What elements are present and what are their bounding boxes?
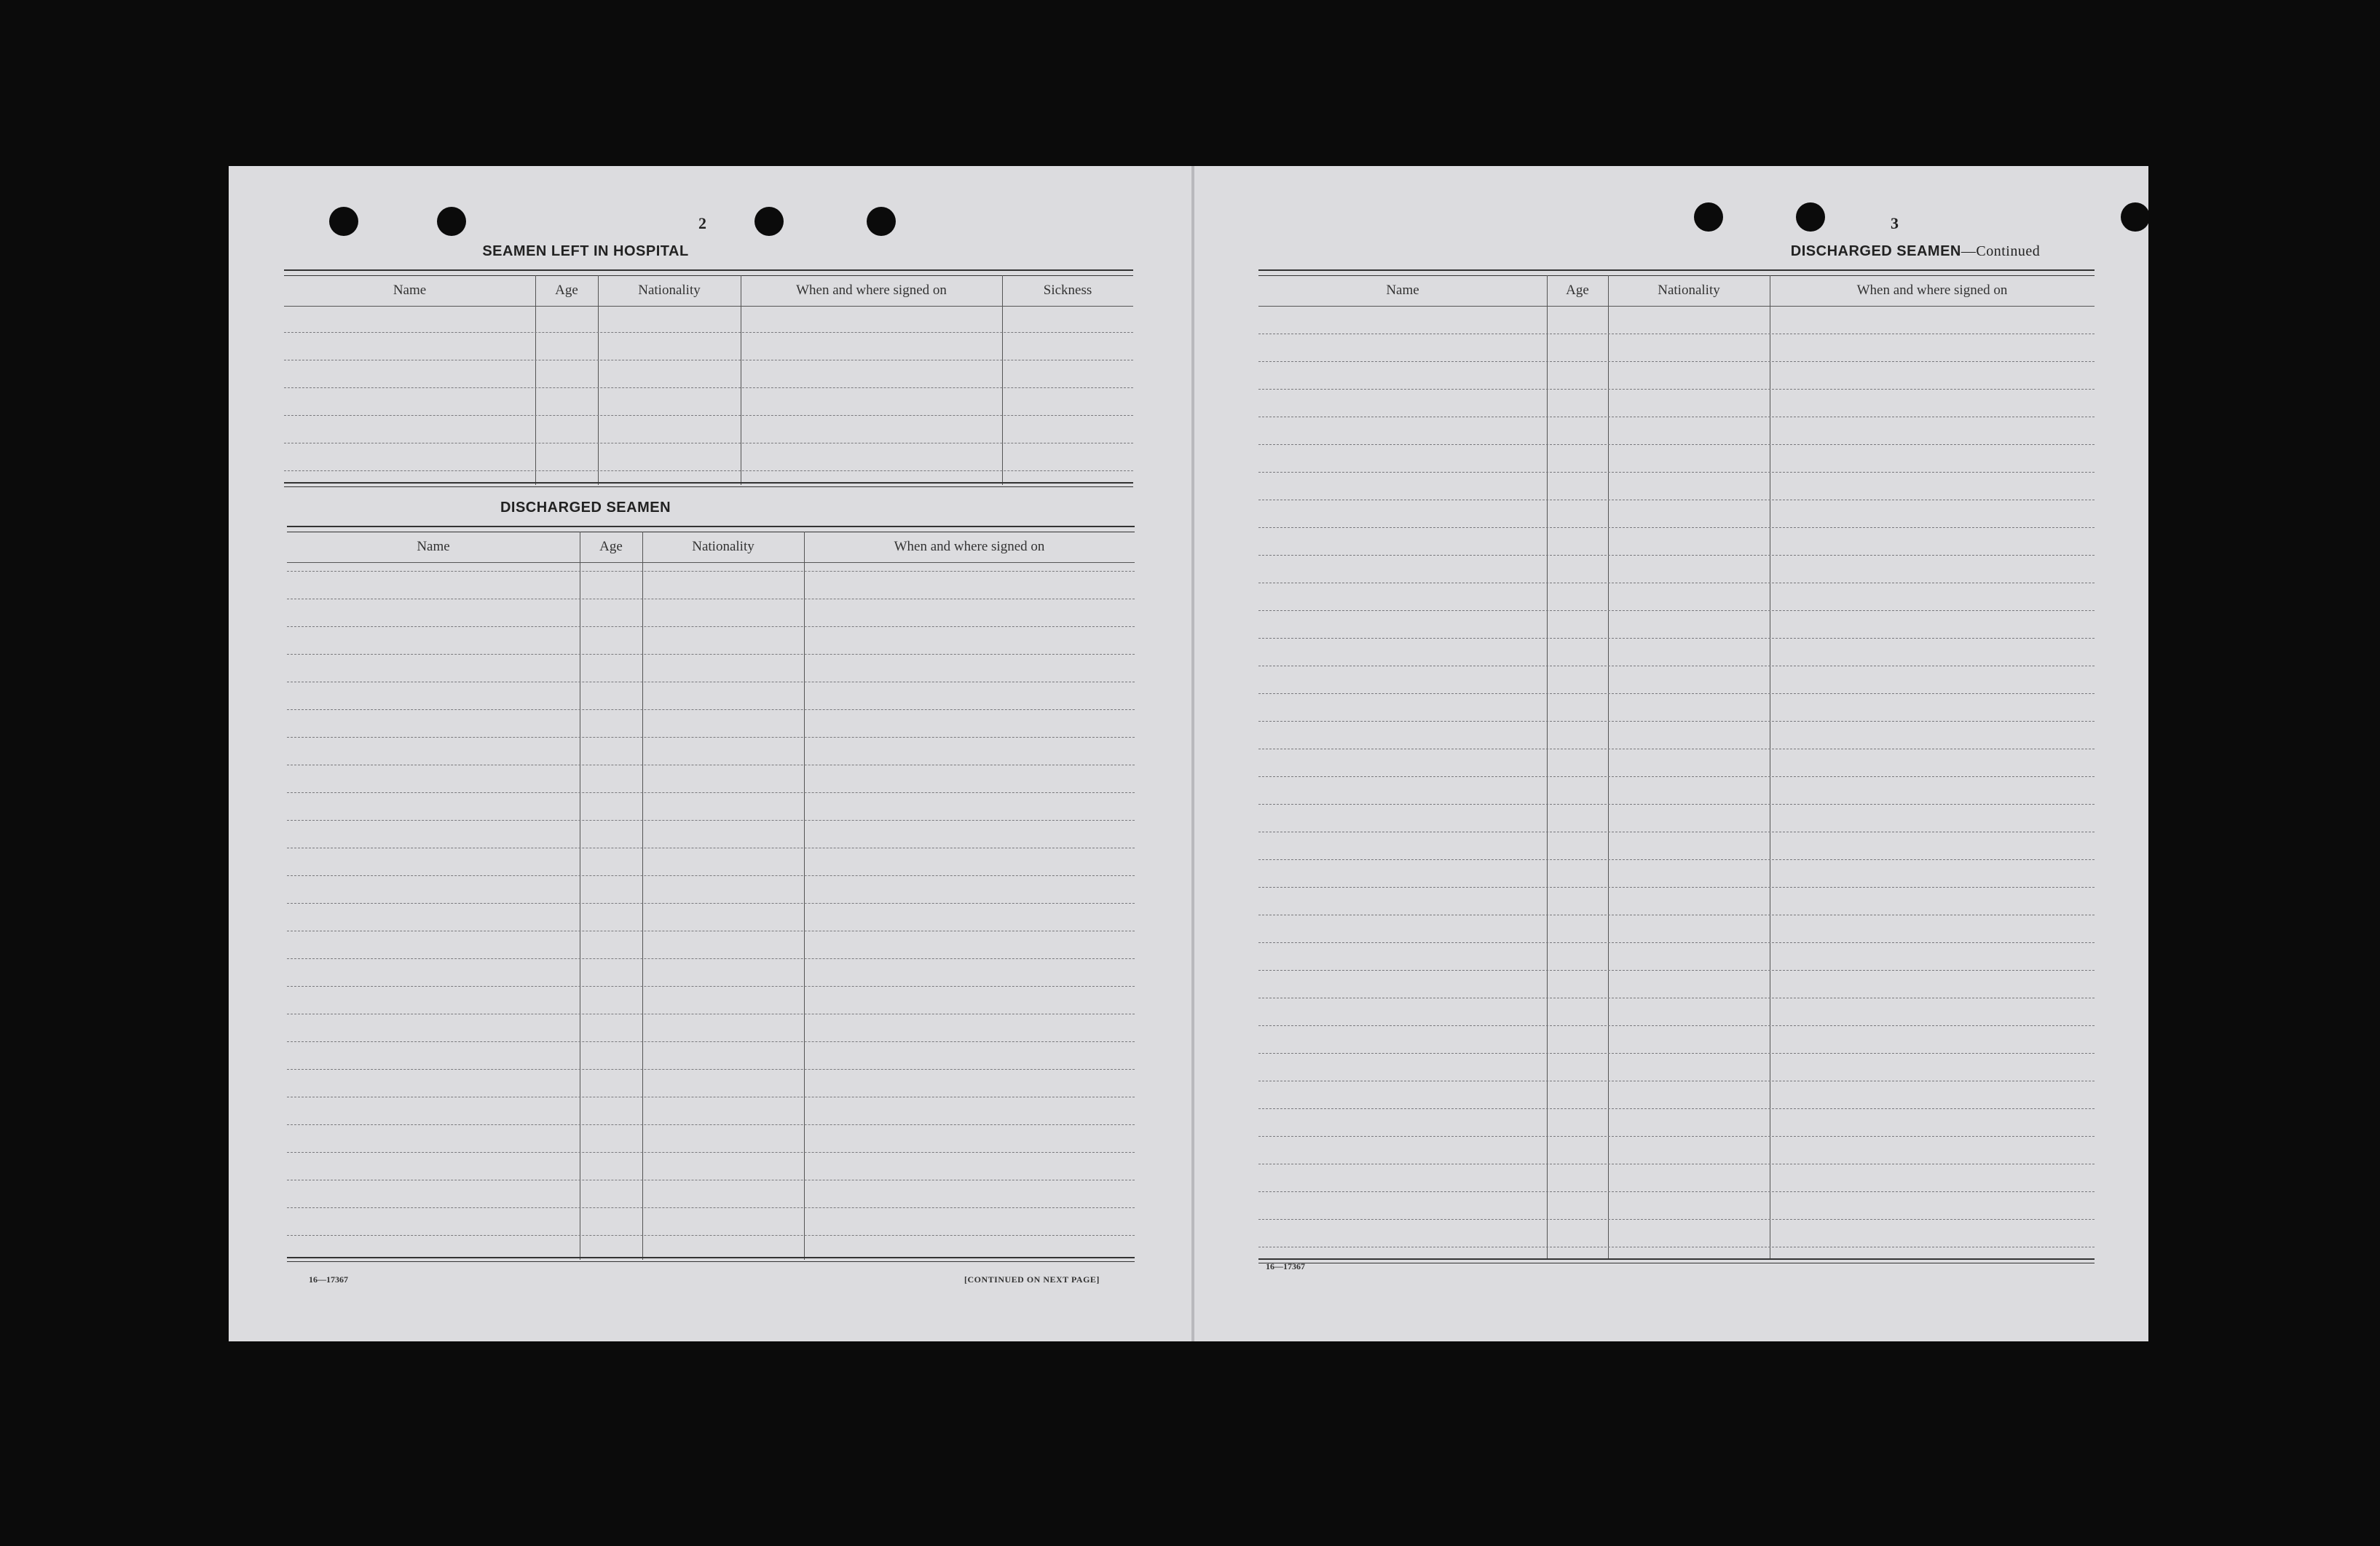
table-row: [1258, 389, 2095, 390]
page-number: 3: [1891, 214, 1899, 232]
continued-note: [CONTINUED ON NEXT PAGE]: [964, 1274, 1100, 1285]
page-number: 2: [698, 214, 706, 232]
column-divider: [535, 275, 536, 485]
table-row: [1258, 1053, 2095, 1054]
punch-hole: [1796, 202, 1825, 232]
discharged-table: [287, 526, 1135, 1261]
column-header-nationality: Nationality: [692, 539, 754, 554]
column-divider: [598, 275, 599, 485]
table-bottom-rule: [287, 1257, 1135, 1262]
form-sheet: [229, 166, 2148, 1341]
table-row: [284, 387, 1133, 388]
column-header-age: Age: [555, 283, 578, 298]
table-row: [287, 626, 1135, 627]
table-row: [287, 986, 1135, 987]
section-title-suffix: —Continued: [1961, 243, 2041, 259]
table-row: [1258, 1219, 2095, 1220]
punch-hole: [867, 207, 896, 236]
column-header-name: Name: [417, 539, 450, 554]
table-row: [1258, 804, 2095, 805]
table-row: [1258, 444, 2095, 445]
column-header-signed-on: When and where signed on: [894, 539, 1045, 554]
table-row: [1258, 527, 2095, 528]
table-bottom-rule: [284, 482, 1133, 487]
table-row: [284, 470, 1133, 471]
table-row: [1258, 776, 2095, 777]
table-header: [1258, 275, 2095, 307]
table-row: [1258, 1108, 2095, 1109]
table-row: [287, 737, 1135, 738]
column-divider: [1547, 275, 1548, 1260]
discharged-continued-table: [1258, 269, 2095, 1266]
table-row: [287, 903, 1135, 904]
table-row: [287, 1041, 1135, 1042]
table-row: [1258, 859, 2095, 860]
table-row: [1258, 693, 2095, 694]
column-header-name: Name: [393, 283, 427, 298]
table-row: [1258, 472, 2095, 473]
table-row: [284, 332, 1133, 333]
column-header-name: Name: [1386, 283, 1419, 298]
table-row: [287, 1152, 1135, 1153]
column-header-sickness: Sickness: [1043, 283, 1092, 298]
column-divider: [804, 532, 805, 1260]
table-row: [287, 709, 1135, 710]
table-bottom-rule: [1258, 1258, 2095, 1263]
column-header-nationality: Nationality: [638, 283, 701, 298]
punch-hole: [329, 207, 358, 236]
column-header-age: Age: [599, 539, 623, 554]
table-row: [1258, 1136, 2095, 1137]
table-row: [287, 571, 1135, 572]
punch-hole: [437, 207, 466, 236]
section-title-main: DISCHARGED SEAMEN: [1790, 243, 1961, 259]
table-row: [1258, 361, 2095, 362]
table-header: [284, 275, 1133, 307]
hospital-table: [284, 269, 1133, 485]
table-row: [287, 1124, 1135, 1125]
discharged-section-title: DISCHARGED SEAMEN: [500, 500, 671, 516]
table-row: [287, 1235, 1135, 1236]
column-header-signed-on: When and where signed on: [796, 283, 947, 298]
table-row: [287, 1069, 1135, 1070]
table-row: [287, 875, 1135, 876]
column-header-nationality: Nationality: [1658, 283, 1720, 298]
table-header: [287, 532, 1135, 563]
table-row: [1258, 942, 2095, 943]
table-row: [284, 415, 1133, 416]
column-divider: [642, 532, 643, 1260]
punch-hole: [2121, 202, 2150, 232]
table-row: [1258, 1025, 2095, 1026]
table-row: [1258, 1191, 2095, 1192]
punch-hole: [1694, 202, 1723, 232]
form-number: 16—17367: [1266, 1261, 1305, 1271]
column-header-signed-on: When and where signed on: [1856, 283, 2008, 298]
table-row: [287, 654, 1135, 655]
table-row: [1258, 721, 2095, 722]
punch-hole: [754, 207, 784, 236]
column-divider: [1608, 275, 1609, 1260]
column-header-age: Age: [1566, 283, 1589, 298]
table-row: [1258, 638, 2095, 639]
table-row: [287, 1207, 1135, 1208]
left-page: [229, 166, 1191, 1341]
table-row: [287, 958, 1135, 959]
section-title: [1726, 243, 2105, 260]
table-row: [287, 820, 1135, 821]
table-row: [287, 792, 1135, 793]
hospital-section-title: SEAMEN LEFT IN HOSPITAL: [482, 243, 689, 259]
table-row: [1258, 610, 2095, 611]
table-row: [1258, 887, 2095, 888]
column-divider: [1002, 275, 1003, 485]
table-row: [1258, 555, 2095, 556]
form-number: 16—17367: [309, 1274, 348, 1285]
table-row: [1258, 970, 2095, 971]
right-page: [1194, 166, 2148, 1341]
